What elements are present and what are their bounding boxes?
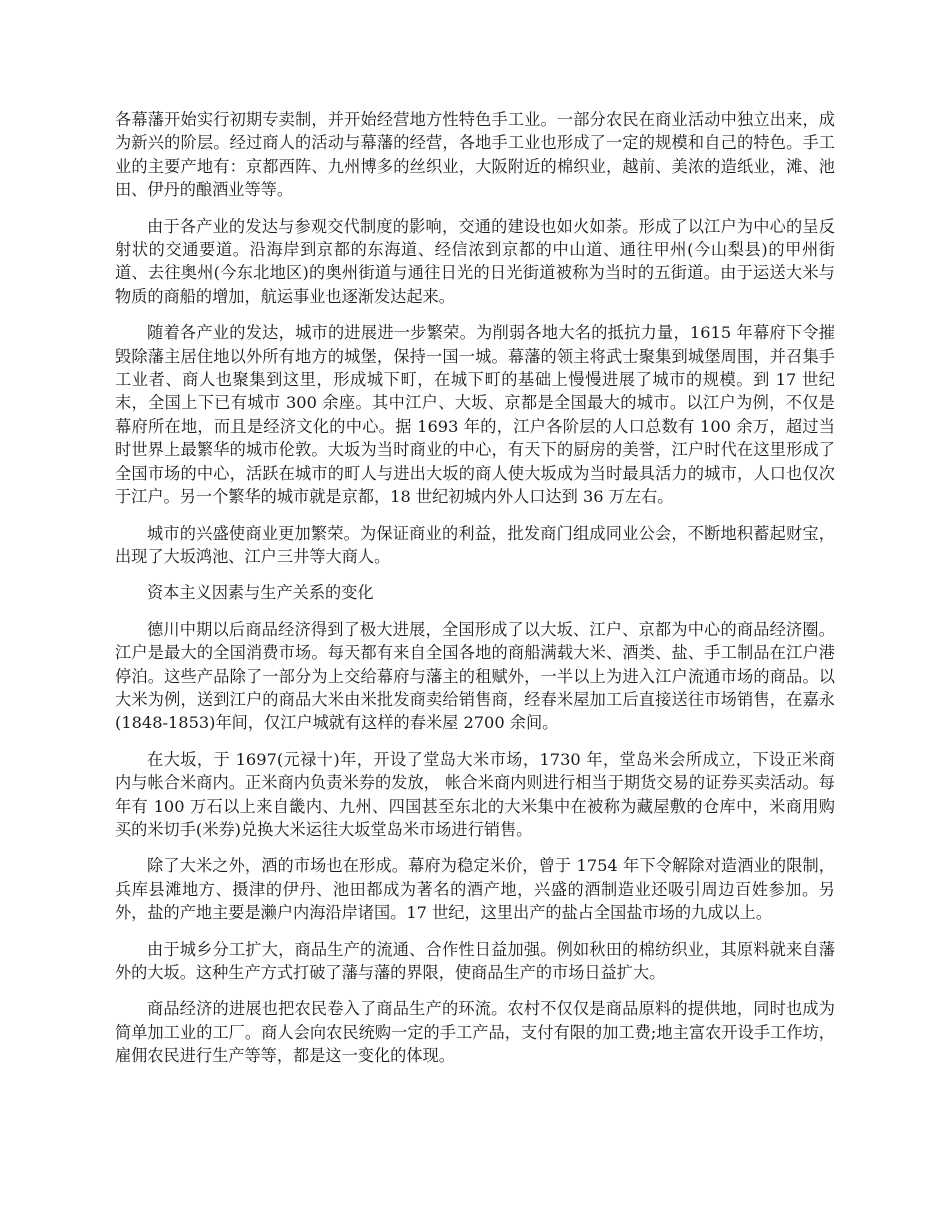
paragraph-osaka-rice: 在大坂，于 1697(元禄十)年，开设了堂岛大米市场，1730 年，堂岛米会所成立，下设正米商内与帐合米商内。正米商内负责米券的发放， 帐合米商内则进行相当于期货交易的证券买卖活动。每年有 100 万石以上来自畿内、九州、四国甚至东北的大米集中在被称为藏屋敷的仓库中，米商用购买的米切手(米券)兑换大米运往大坂堂岛米市场进行销售。: [115, 749, 835, 839]
section-heading-capitalism: 资本主义因素与生产关系的变化: [147, 583, 374, 603]
paragraph-edo-market: 德川中期以后商品经济得到了极大进展，全国形成了以大坂、江户、京都为中心的商品经济圈。江户是最大的全国消费市场。每天都有来自全国各地的商船满载大米、酒类、盐、手工制品在江户港停泊。这些产品除了一部分为上交给幕府与藩主的租赋外，一半以上为进入江户流通市场的商品。以大米为例，送到江户的商品大米由米批发商卖给销售商，经春米屋加工后直接送往市场销售，在嘉永(1848-1853)年间，仅江户城就有这样的春米屋 2700 余间。: [115, 619, 835, 733]
paragraph-peasants: 商品经济的进展也把农民卷入了商品生产的环流。农村不仅仅是商品原料的提供地，同时也成为简单加工业的工厂。商人会向农民统购一定的手工产品，支付有限的加工费;地主富农开设手工作坊，雇佣农民进行生产等等，都是这一变化的体现。: [115, 999, 835, 1066]
paragraph-sake-salt: 除了大米之外，酒的市场也在形成。幕府为稳定米价，曾于 1754 年下令解除对造酒业的限制，兵库县滩地方、摄津的伊丹、池田都成为著名的酒产地，兴盛的酒制造业还吸引周边百姓参加。另外，盐的产地主要是濑户内海沿岸诸国。17 世纪，这里出产的盐占全国盐市场的九成以上。: [115, 856, 835, 923]
paragraph-division-of-labor: 由于城乡分工扩大，商品生产的流通、合作性日益加强。例如秋田的棉纺织业，其原料就来自藩外的大坂。这种生产方式打破了藩与藩的界限，使商品生产的市场日益扩大。: [115, 939, 835, 982]
paragraph-cities: 随着各产业的发达，城市的进展进一步繁荣。为削弱各地大名的抵抗力量，1615 年幕府下令摧毁除藩主居住地以外所有地方的城堡，保持一国一城。幕藩的领主将武士聚集到城堡周围，并召集手工业者、商人也聚集到这里，形成城下町，在城下町的基础上慢慢进展了城市的规模。到 17 世纪末，全国上下已有城市 300 余座。其中江户、大坂、京都是全国最大的城市。以江户为例，不仅是幕府所在地，而且是经济文化的中心。据 1693 年的，江户各阶层的人口总数有 100 余万，超过当时世界上最繁华的城市伦敦。大坂为当时商业的中心，有天下的厨房的美誉，江户时代在这里形成了全国市场的中心，活跃在城市的町人与进出大坂的商人使大坂成为当时最具活力的城市，人口也仅次于江户。另一个繁华的城市就是京都，18 世纪初城内外人口达到 36 万左右。: [115, 323, 835, 507]
paragraph-commerce: 城市的兴盛使商业更加繁荣。为保证商业的利益，批发商门组成同业公会，不断地积蓄起财宝，出现了大坂鸿池、江户三井等大商人。: [115, 523, 835, 566]
paragraph-transport: 由于各产业的发达与参观交代制度的影响，交通的建设也如火如荼。形成了以江户为中心的呈反射状的交通要道。沿海岸到京都的东海道、经信浓到京都的中山道、通往甲州(今山梨县)的甲州街道、去往奥州(今东北地区)的奥州街道与通往日光的日光街道被称为当时的五街道。由于运送大米与物质的商船的增加，航运事业也逐渐发达起来。: [115, 216, 835, 306]
paragraph-handicraft: 各幕藩开始实行初期专卖制，并开始经营地方性特色手工业。一部分农民在商业活动中独立出来，成为新兴的阶层。经过商人的活动与幕藩的经营，各地手工业也形成了一定的规模和自己的特色。手工业的主要产地有：京都西阵、九州博多的丝织业，大阪附近的棉织业，越前、美浓的造纸业，滩、池田、伊丹的酿酒业等等。: [115, 110, 835, 200]
